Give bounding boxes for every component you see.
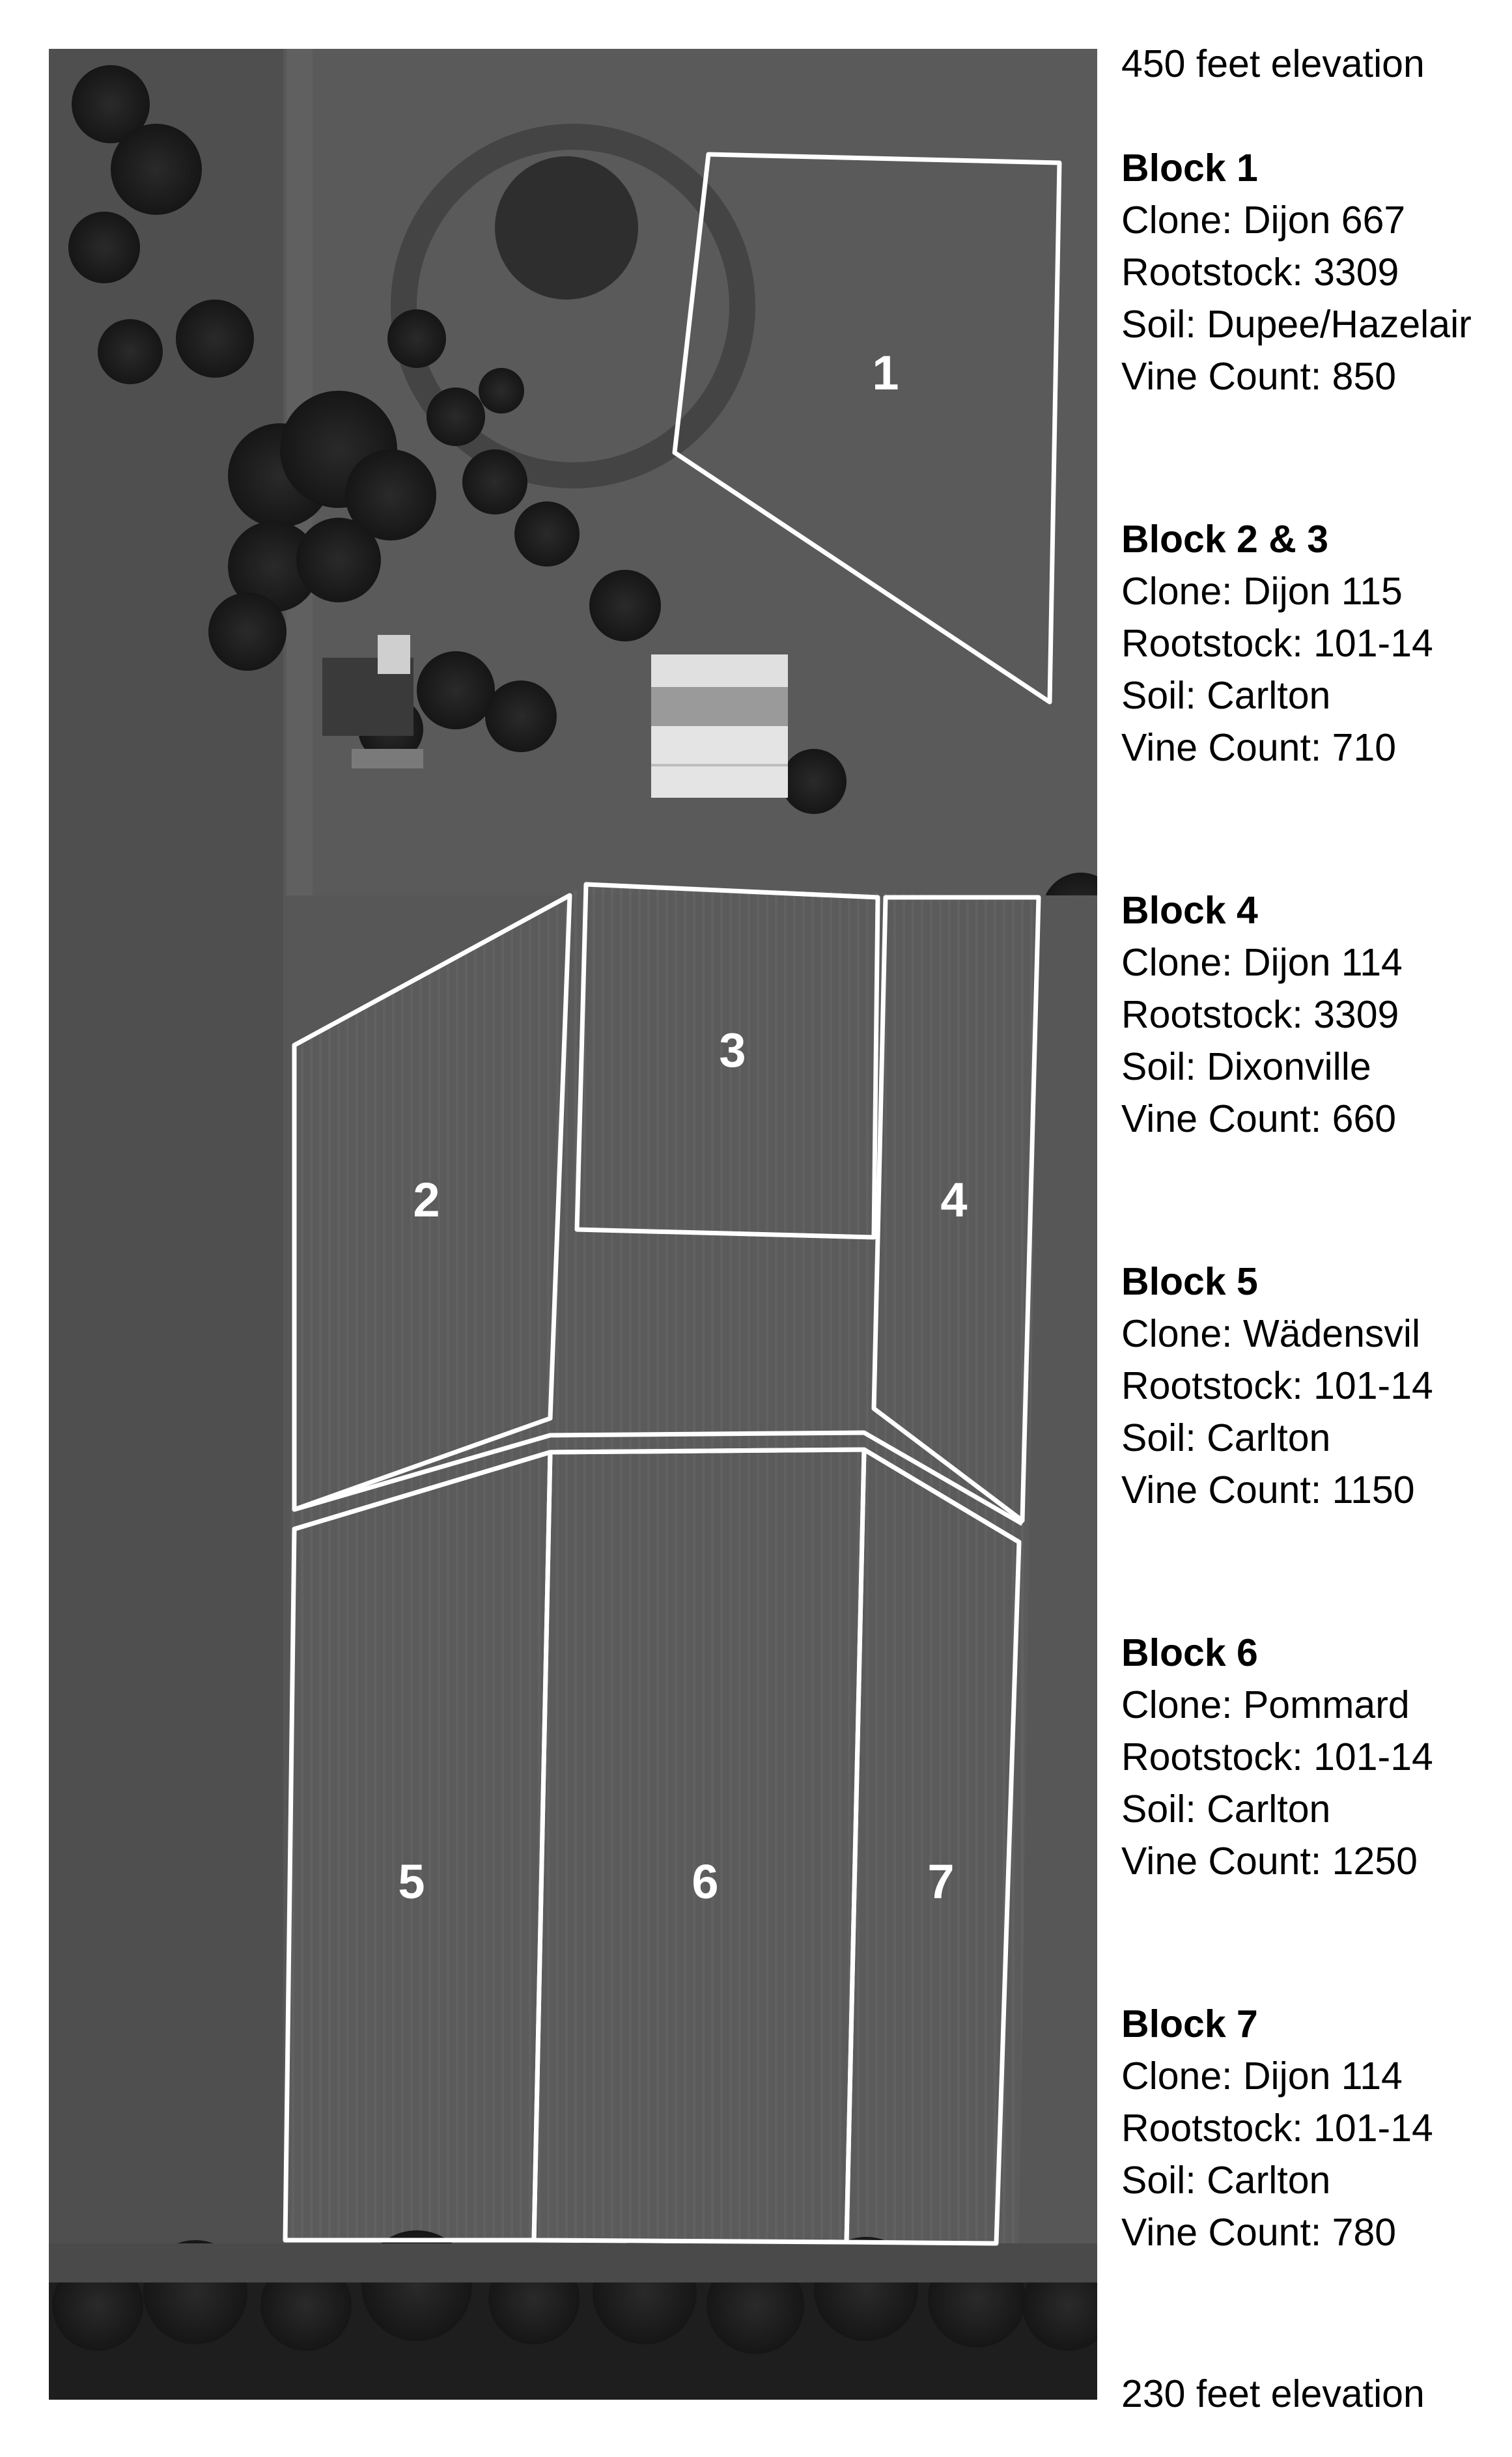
block-rootstock: Rootstock: 101-14 [1121, 622, 1433, 665]
block-1-info [1121, 142, 1505, 402]
plot-label-1: 1 [872, 346, 899, 400]
block-title: Block 6 [1121, 1631, 1258, 1674]
elevation-top: 450 feet elevation [1121, 42, 1425, 85]
block-title: Block 2 & 3 [1121, 518, 1329, 561]
block-clone: Clone: Wädensvil [1121, 1312, 1421, 1355]
left-field [49, 49, 283, 2400]
block-clone: Clone: Dijon 114 [1121, 2055, 1403, 2098]
block-7-info [1121, 1998, 1505, 2258]
plot-label-2: 2 [413, 1173, 440, 1227]
block-rootstock: Rootstock: 101-14 [1121, 1735, 1433, 1778]
block-rootstock: Rootstock: 3309 [1121, 993, 1399, 1036]
block-soil: Soil: Carlton [1121, 1416, 1331, 1459]
elevation-bottom: 230 feet elevation [1121, 2372, 1425, 2415]
block-vine-count: Vine Count: 710 [1121, 726, 1397, 769]
block-title: Block 1 [1121, 147, 1258, 190]
block-rootstock: Rootstock: 101-14 [1121, 1364, 1433, 1407]
block-clone: Clone: Dijon 114 [1121, 941, 1403, 984]
block-clone: Clone: Dijon 667 [1121, 199, 1406, 242]
block-soil: Soil: Carlton [1121, 1788, 1331, 1831]
plot-label-3: 3 [719, 1023, 746, 1077]
barn-roof-middle [651, 687, 788, 726]
block-6-info [1121, 1627, 1505, 1887]
block-vine-count: Vine Count: 850 [1121, 355, 1397, 398]
block-soil: Soil: Carlton [1121, 674, 1331, 717]
block-4-info [1121, 884, 1505, 1145]
aerial-vineyard-map [49, 49, 1097, 2400]
block-rootstock: Rootstock: 3309 [1121, 251, 1399, 294]
block-clone: Clone: Pommard [1121, 1683, 1410, 1726]
plot-label-7: 7 [927, 1855, 955, 1909]
block-soil: Soil: Dupee/Hazelair [1121, 303, 1472, 346]
barn-roof-bottom [651, 726, 788, 798]
block-title: Block 4 [1121, 889, 1258, 932]
block-vine-count: Vine Count: 660 [1121, 1097, 1397, 1140]
block-title: Block 7 [1121, 2002, 1258, 2045]
block-rootstock: Rootstock: 101-14 [1121, 2107, 1433, 2150]
block-soil: Soil: Carlton [1121, 2159, 1331, 2202]
barn-roof-top [651, 654, 788, 687]
farmhouse-patio [352, 749, 423, 768]
block-title: Block 5 [1121, 1260, 1258, 1303]
plot-label-4: 4 [940, 1173, 968, 1227]
plot-label-5: 5 [398, 1855, 425, 1909]
block-vine-count: Vine Count: 1150 [1121, 1468, 1415, 1511]
block-2-3-info [1121, 513, 1505, 774]
plot-label-6: 6 [692, 1855, 719, 1909]
block-soil: Soil: Dixonville [1121, 1045, 1371, 1088]
block-vine-count: Vine Count: 780 [1121, 2211, 1397, 2254]
farmhouse-chimney [378, 635, 410, 674]
pond [495, 156, 638, 300]
block-5-info [1121, 1256, 1505, 1516]
block-clone: Clone: Dijon 115 [1121, 570, 1403, 613]
block-vine-count: Vine Count: 1250 [1121, 1840, 1418, 1883]
